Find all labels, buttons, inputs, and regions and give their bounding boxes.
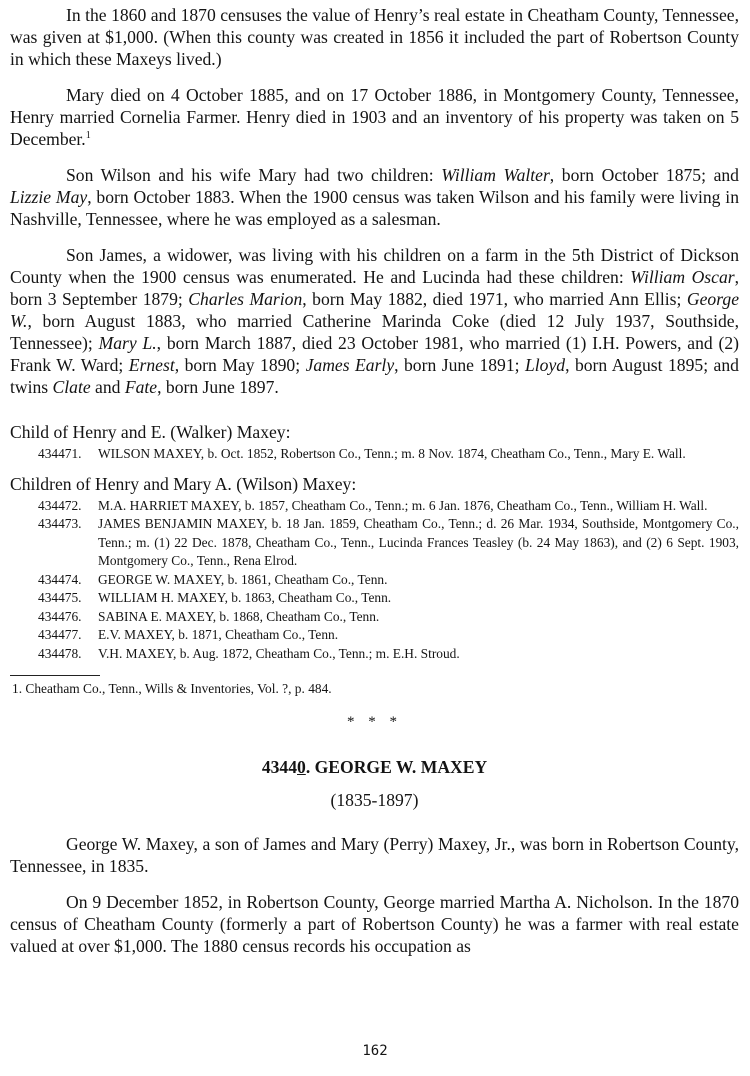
entry-text: E.V. MAXEY, b. 1871, Cheatham Co., Tenn.: [98, 627, 339, 642]
genealogy-entry: [10, 608, 739, 627]
entry-number: 434475.: [38, 590, 82, 605]
entry-number: 434477.: [38, 627, 82, 642]
body-paragraph: [10, 164, 739, 230]
body-paragraph: On 9 December 1852, in Robertson County, George married Martha A. Nicholson. In the 1870 census of Cheatham County (formerly a part of Robertson County) he was a farmer with real estate valued at over $1,000. The 1880 census records his occupation as: [10, 892, 739, 956]
entry-number: 434474.: [38, 571, 82, 587]
footnote-reference: 1: [85, 130, 91, 142]
genealogy-entry: [10, 645, 739, 664]
entry-text: JAMES BENJAMIN MAXEY, b. 18 Jan. 1859, Cheatham Co., Tenn.; d. 26 Mar. 1934, Southside, Montgomery Co., Tenn.; m. (1) 22 Dec. 1878, Cheatham Co., Tenn., Lucinda Frances Teasley (b. 24 May 1863), and (2) 6 Sept. 1903, Montgomery Co., Tenn., Rena Elrod.: [98, 516, 739, 568]
section-separator: * * *: [347, 714, 402, 730]
group-heading: Child of Henry and E. (Walker) Maxey:: [10, 422, 291, 442]
text-run: , born August 1883, who married Catherine Marinda Coke (died 12 July 1937, Southside, Tennessee);: [10, 311, 739, 353]
text-run: , born May 1890;: [174, 355, 306, 375]
genealogy-entry: [10, 626, 739, 645]
italic-name: Lizzie May: [10, 187, 88, 207]
body-paragraph: [10, 4, 739, 70]
entry-list: [10, 497, 739, 664]
entry-text: V.H. MAXEY, b. Aug. 1872, Cheatham Co., Tenn.; m. E.H. Stroud.: [98, 645, 460, 661]
entry-number: 434476.: [38, 608, 82, 624]
italic-name: Charles Marion: [188, 289, 303, 309]
section-name: GEORGE W. MAXEY: [314, 757, 488, 777]
footnote: 1. Cheatham Co., Tenn., Wills & Inventories, Vol. ?, p. 484.: [12, 681, 332, 696]
text-run: Son Wilson and his wife Mary had two children:: [66, 165, 442, 185]
section-number-underlined: 0: [297, 757, 306, 777]
text-run: , born June 1891;: [394, 355, 525, 375]
text-run: , born October 1875; and: [549, 165, 739, 185]
italic-name: Fate: [124, 377, 158, 397]
entry-text: WILSON MAXEY, b. Oct. 1852, Robertson Co., Tenn.; m. 8 Nov. 1874, Cheatham Co., Tenn., Mary E. Wall.: [98, 446, 686, 461]
children-group-walker: [10, 422, 739, 464]
section-number: 4344: [261, 757, 298, 777]
entry-list: [10, 445, 739, 464]
page-number: 162: [362, 1043, 388, 1059]
children-group-wilson: [10, 474, 739, 664]
body-paragraph: George W. Maxey, a son of James and Mary (Perry) Maxey, Jr., was born in Robertson County, Tennessee, in 1835.: [10, 834, 739, 876]
section-title: [10, 756, 739, 778]
italic-name: Lloyd: [525, 355, 566, 375]
intro-paragraphs: [10, 4, 739, 398]
italic-name: William Walter: [441, 165, 550, 185]
entry-text: M.A. HARRIET MAXEY, b. 1857, Cheatham Co., Tenn.; m. 6 Jan. 1876, Cheatham Co., Tenn., William H. Wall.: [98, 497, 708, 513]
group-heading: Children of Henry and Mary A. (Wilson) Maxey:: [10, 473, 357, 494]
italic-name: George W.: [10, 289, 740, 331]
text-run: and: [90, 377, 125, 397]
text-run: , born March 1887, died 23 October 1981, who married (1) I.H. Powers, and (2) Frank W. Ward;: [10, 333, 739, 375]
text-run: , born October 1883. When the 1900 census was taken Wilson and his family were living in Nashville, Tennessee, where he was employed as a salesman.: [10, 187, 739, 229]
genealogy-entry: [10, 497, 739, 516]
italic-name: Mary L.: [98, 333, 157, 353]
document-page: [10, 4, 739, 971]
text-run: , born 3 September 1879;: [10, 267, 739, 309]
body-paragraph: [10, 84, 739, 150]
text-run: , born May 1882, died 1971, who married Ann Ellis;: [302, 289, 687, 309]
genealogy-entry: [10, 445, 739, 464]
genealogy-entry: [10, 571, 739, 590]
section-dates: (1835-1897): [330, 790, 419, 810]
entry-number: 434471.: [38, 446, 82, 461]
section-number-suffix: .: [305, 757, 311, 777]
entry-number: 434473.: [38, 516, 82, 531]
entry-text: WILLIAM H. MAXEY, b. 1863, Cheatham Co., Tenn.: [98, 590, 392, 605]
text-run: Mary died on 4 October 1885, and on 17 October 1886, in Montgomery County, Tennessee, Henry married Cornelia Farmer. Henry died in 1903 and an inventory of his property was taken on 5 December.: [10, 85, 739, 149]
entry-text: GEORGE W. MAXEY, b. 1861, Cheatham Co., Tenn.: [98, 571, 388, 587]
text-run: , born August 1895; and twins: [10, 355, 739, 397]
entry-text: SABINA E. MAXEY, b. 1868, Cheatham Co., Tenn.: [98, 608, 380, 624]
text-run: Son James, a widower, was living with his children on a farm in the 5th District of Dickson County when the 1900 census was enumerated. He and Lucinda had these children:: [10, 245, 739, 287]
italic-name: Clate: [52, 377, 91, 397]
italic-name: William Oscar: [630, 267, 735, 287]
italic-name: Ernest: [128, 355, 175, 375]
genealogy-entry: [10, 589, 739, 608]
text-run: , born June 1897.: [157, 377, 279, 397]
body-paragraph: [10, 244, 739, 398]
italic-name: James Early: [305, 355, 395, 375]
genealogy-entry: [10, 515, 739, 571]
entry-number: 434478.: [38, 645, 82, 661]
entry-number: 434472.: [38, 497, 82, 513]
footnote-rule: [10, 675, 100, 676]
text-run: In the 1860 and 1870 censuses the value of Henry’s real estate in Cheatham County, Tennessee, was given at $1,000. (When this county was created in 1856 it included the part of Robertson County in which these Maxeys lived.): [10, 5, 739, 69]
